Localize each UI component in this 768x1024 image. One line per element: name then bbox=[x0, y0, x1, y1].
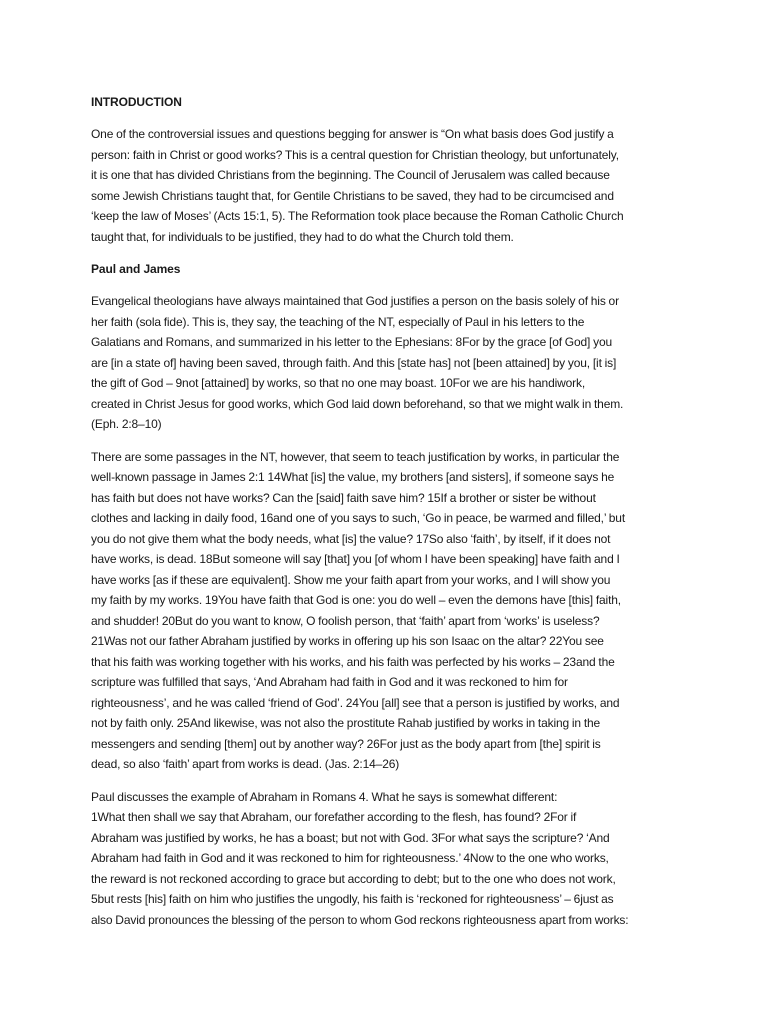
heading-introduction: INTRODUCTION bbox=[91, 95, 182, 109]
text-line: not by faith only. 25And likewise, was not also the prostitute Rahab justified by works in taking in the bbox=[91, 716, 601, 730]
paragraph-romans-passage bbox=[91, 787, 683, 931]
paragraph-james-passage bbox=[91, 447, 683, 775]
text-line: has faith but does not have works? Can the [said] faith save him? 15If a brother or sister be without bbox=[91, 490, 596, 505]
text-line: you do not give them what the body needs, what [is] the value? 17So also ‘faith’, by itself, if it does not bbox=[91, 531, 611, 546]
text-line: Abraham had faith in God and it was reckoned to him for righteousness.’ 4Now to the one who works, bbox=[91, 851, 609, 865]
text-line: my faith by my works. 19You have faith that God is one: you do well – even the demons have [this] faith, bbox=[91, 593, 621, 607]
text-line: ‘keep the law of Moses’ (Acts 15:1, 5). The Reformation took place because the Roman Catholic Church bbox=[91, 209, 624, 223]
text-line: There are some passages in the NT, however, that seem to teach justification by works, in particular the bbox=[91, 449, 620, 464]
text-line: have works, is dead. 18But someone will say [that] you [of whom I have been speaking] have faith and I bbox=[91, 552, 620, 566]
text-line: her faith (sola fide). This is, they say, the teaching of the NT, especially of Paul in his letters to the bbox=[91, 314, 585, 329]
text-line: created in Christ Jesus for good works, which God laid down beforehand, so that we might walk in them. bbox=[91, 396, 624, 411]
text-line: that his faith was working together with his works, and his faith was perfected by his works – 23and the bbox=[91, 654, 615, 669]
text-line: scripture was fulfilled that says, ‘And Abraham had faith in God and it was reckoned to him for bbox=[91, 675, 568, 689]
document-page bbox=[91, 92, 683, 942]
text-line: One of the controversial issues and questions begging for answer is “On what basis does God justify a bbox=[91, 127, 614, 141]
text-line: it is one that has divided Christians from the beginning. The Council of Jerusalem was called because bbox=[91, 168, 610, 182]
text-line: also David pronounces the blessing of the person to whom God reckons righteousness apart from works: bbox=[91, 912, 629, 927]
text-line: Paul discusses the example of Abraham in Romans 4. What he says is somewhat different: bbox=[91, 789, 558, 804]
text-line: dead, so also ‘faith’ apart from works is dead. (Jas. 2:14–26) bbox=[91, 757, 400, 771]
text-line: (Eph. 2:8–10) bbox=[91, 417, 162, 431]
text-line: messengers and sending [them] out by another way? 26For just as the body apart from [the] spirit is bbox=[91, 736, 601, 751]
heading-paul-and-james: Paul and James bbox=[91, 262, 181, 276]
text-line: clothes and lacking in daily food, 16and one of you says to such, ‘Go in peace, be warmed and filled,’ but bbox=[91, 511, 626, 525]
text-line: the gift of God – 9not [attained] by works, so that no one may boast. 10For we are his handiwork, bbox=[91, 376, 586, 390]
paragraph-evangelical-theologians bbox=[91, 291, 683, 435]
text-line: have works [as if these are equivalent]. Show me your faith apart from your works, and I will show you bbox=[91, 572, 611, 587]
text-line: taught that, for individuals to be justified, they had to do what the Church told them. bbox=[91, 229, 514, 244]
text-line: person: faith in Christ or good works? This is a central question for Christian theology, but unfortunately, bbox=[91, 147, 619, 162]
text-line: Galatians and Romans, and summarized in his letter to the Ephesians: 8For by the grace [of God] you bbox=[91, 335, 613, 349]
text-line: the reward is not reckoned according to grace but according to debt; but to the one who does not work, bbox=[91, 871, 616, 886]
paragraph-intro bbox=[91, 124, 683, 247]
text-line: well-known passage in James 2:1 14What [is] the value, my brothers [and sisters], if someone says he bbox=[91, 470, 615, 484]
text-line: Evangelical theologians have always maintained that God justifies a person on the basis solely of his or bbox=[91, 294, 619, 308]
text-line: 5but rests [his] faith on him who justifies the ungodly, his faith is ‘reckoned for righteousness’ – 6just as bbox=[91, 892, 614, 906]
text-line: 1What then shall we say that Abraham, our forefather according to the flesh, has found? 2For if bbox=[91, 810, 577, 824]
text-line: 21Was not our father Abraham justified by works in offering up his son Isaac on the altar? 22You see bbox=[91, 634, 604, 648]
text-line: Abraham was justified by works, he has a boast; but not with God. 3For what says the scripture? ‘And bbox=[91, 830, 610, 845]
text-line: some Jewish Christians taught that, for Gentile Christians to be saved, they had to be circumcised and bbox=[91, 188, 614, 203]
text-line: righteousness’, and he was called ‘friend of God’. 24You [all] see that a person is justified by works, and bbox=[91, 695, 620, 710]
text-line: and shudder! 20But do you want to know, O foolish person, that ‘faith’ apart from ‘works’ is useless? bbox=[91, 613, 600, 628]
text-line: are [in a state of] having been saved, through faith. And this [state has] not [been attained] by you, [it is] bbox=[91, 355, 617, 370]
